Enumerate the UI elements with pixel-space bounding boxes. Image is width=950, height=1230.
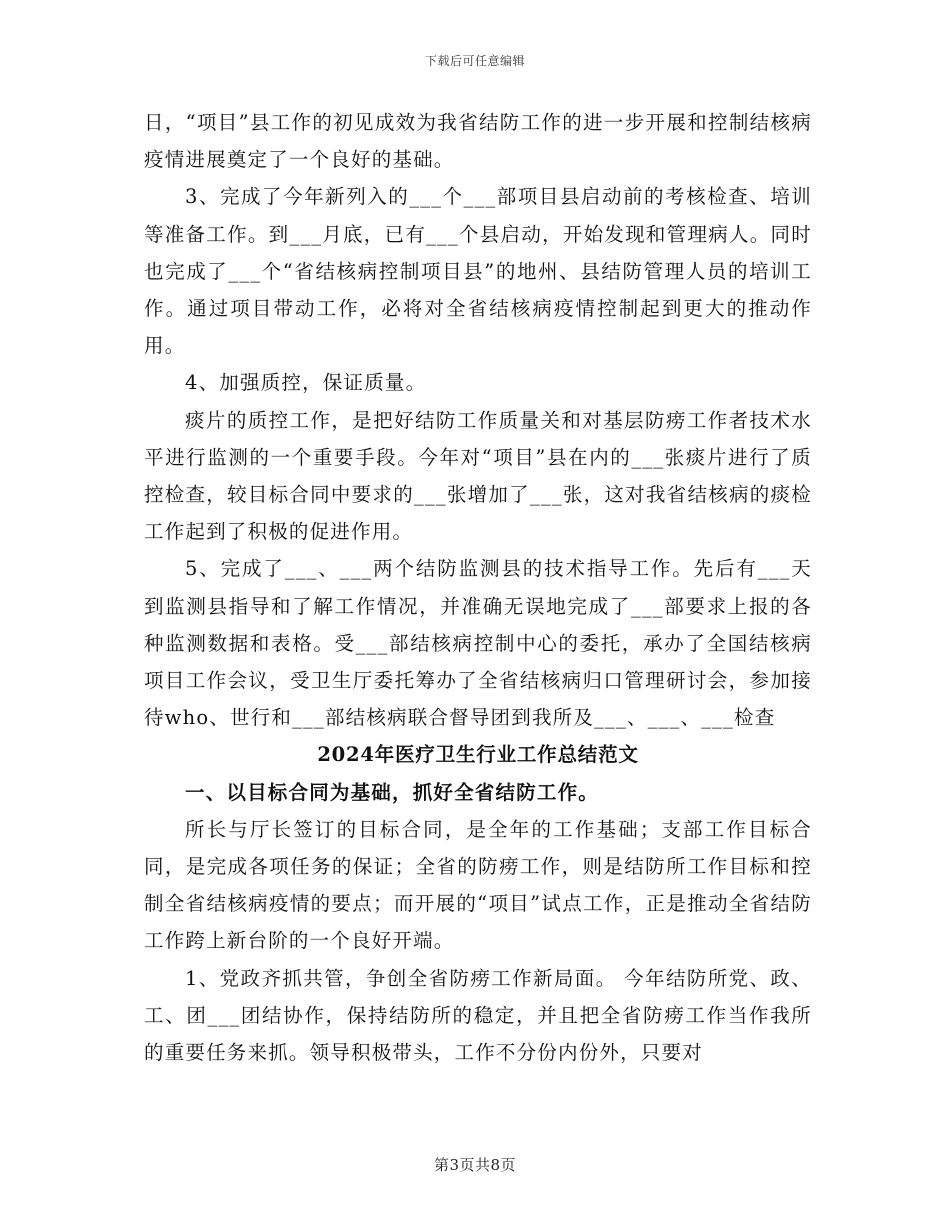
- paragraph-continuation: 日，“项目”县工作的初见成效为我省结防工作的进一步开展和控制结核病疫情进展奠定了一个良好的基础。: [144, 111, 812, 172]
- paragraph-party-cooperation: 1、党政齐抓共管，争创全省防痨工作新局面。 今年结防所党、政、工、团___团结协作，保持结防所的稳定，并且把全省防痨工作当作我所的重要任务来抓。领导积极带头，工作不分份内份外，只要对: [144, 966, 812, 1065]
- page-number: 第3页共8页: [433, 1156, 517, 1174]
- paragraph-item-4: 4、加强质控，保证质量。: [185, 371, 427, 395]
- document-body: [144, 104, 812, 1071]
- paragraph-item-5: 5、完成了___、___两个结防监测县的技术指导工作。先后有___天到监测县指导和了解工作情况，并准确无误地完成了___部要求上报的各种监测数据和表格。受___部结核病控制中心的委托，承办了全国结核病项目工作会议，受卫生厅委托筹办了全省结核病归口管理研讨会，参加接待who、世行和___部结核病联合督导团到我所及___、___、___检查: [144, 557, 812, 730]
- paragraph-item-3: 3、完成了今年新列入的___个___部项目县启动前的考核检查、培训等准备工作。到___月底，已有___个县启动，开始发现和管理病人。同时也完成了___个“省结核病控制项目县”的地州、县结防管理人员的培训工作。通过项目带动工作，必将对全省结核病疫情控制起到更大的推动作用。: [144, 185, 812, 358]
- paragraph-quality-control: 痰片的质控工作，是把好结防工作质量关和对基层防痨工作者技术水平进行监测的一个重要手段。今年对“项目”县在内的___张痰片进行了质控检查，较目标合同中要求的___张增加了___张，这对我省结核病的痰检工作起到了积极的促进作用。: [144, 408, 812, 544]
- document-title: 2024年医疗卫生行业工作总结范文: [317, 743, 639, 767]
- page-header-note: 下载后可任意编辑: [424, 54, 525, 68]
- paragraph-target-contract: 所长与厅长签订的目标合同，是全年的工作基础；支部工作目标合同，是完成各项任务的保证；全省的防痨工作，则是结防所工作目标和控制全省结核病疫情的要点；而开展的“项目”试点工作，正是推动全省结防工作跨上新台阶的一个良好开端。: [144, 817, 812, 953]
- section-heading: 一、以目标合同为基础，抓好全省结防工作。: [185, 780, 600, 804]
